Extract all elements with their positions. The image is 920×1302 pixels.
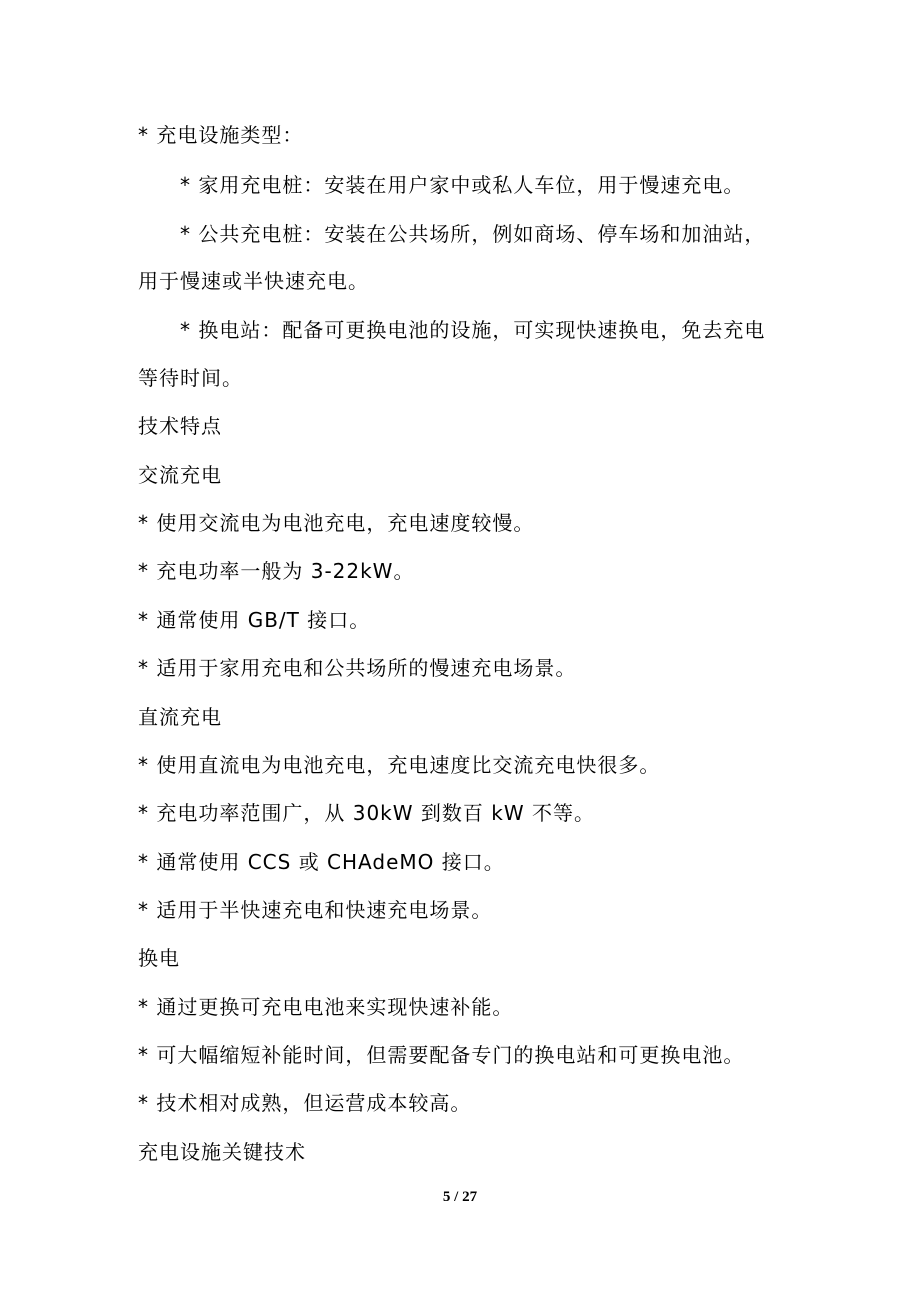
text-line: * 充电设施类型：: [138, 123, 304, 147]
subsection-heading: 换电: [138, 946, 180, 970]
text-line: * 公共充电桩：安装在公共场所，例如商场、停车场和加油站，: [180, 222, 766, 246]
text-line: 等待时间。: [138, 366, 243, 390]
text-line: * 适用于家用充电和公共场所的慢速充电场景。: [138, 656, 577, 680]
text-line: * 可大幅缩短补能时间，但需要配备专门的换电站和可更换电池。: [138, 1043, 745, 1067]
text-line: 用于慢速或半快速充电。: [138, 269, 369, 293]
text-line: * 适用于半快速充电和快速充电场景。: [138, 898, 493, 922]
page-number: 5 / 27: [442, 1189, 478, 1205]
section-heading: 充电设施关键技术: [138, 1140, 306, 1164]
section-heading: 技术特点: [138, 414, 222, 438]
text-line: * 通常使用 CCS 或 CHAdeMO 接口。: [138, 850, 505, 874]
subsection-heading: 直流充电: [138, 705, 222, 729]
text-line: * 技术相对成熟，但运营成本较高。: [138, 1091, 472, 1115]
text-line: * 通过更换可充电电池来实现快速补能。: [138, 995, 514, 1019]
text-line: * 家用充电桩：安装在用户家中或私人车位，用于慢速充电。: [180, 173, 745, 197]
text-line: * 换电站：配备可更换电池的设施，可实现快速换电，免去充电: [180, 318, 766, 342]
text-line: * 充电功率范围广，从 30kW 到数百 kW 不等。: [138, 801, 595, 825]
text-line: * 使用直流电为电池充电，充电速度比交流充电快很多。: [138, 753, 661, 777]
text-line: * 通常使用 GB/T 接口。: [138, 608, 371, 632]
subsection-heading: 交流充电: [138, 463, 222, 487]
text-line: * 使用交流电为电池充电，充电速度较慢。: [138, 511, 535, 535]
text-line: * 充电功率一般为 3-22kW。: [138, 559, 415, 583]
